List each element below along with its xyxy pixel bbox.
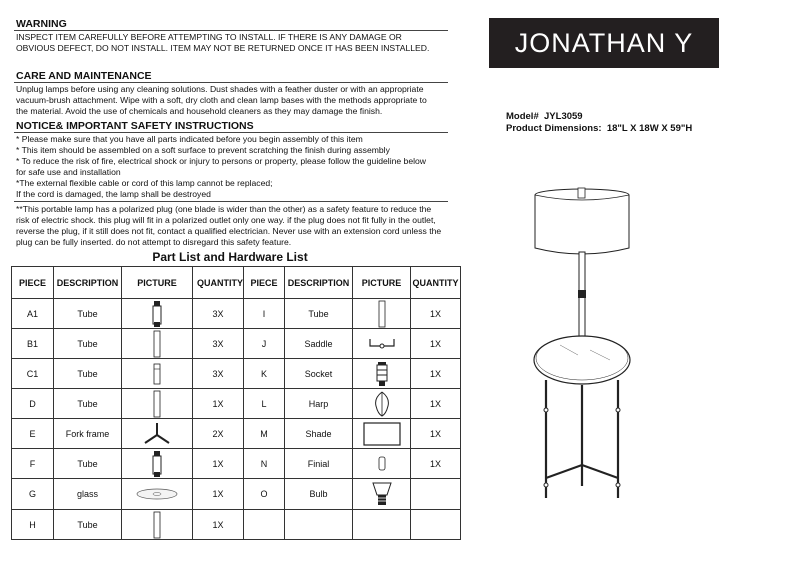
quantity-cell: 2X <box>193 419 244 449</box>
plug-text <box>16 204 452 248</box>
quantity-cell: 1X <box>193 389 244 419</box>
description-cell: Fork frame <box>54 419 122 449</box>
quantity-cell: 1X <box>411 419 461 449</box>
notice-title: NOTICE& IMPORTANT SAFETY INSTRUCTIONS <box>16 120 254 132</box>
parts-title: Part List and Hardware List <box>152 250 308 264</box>
picture-cell <box>353 389 411 419</box>
fork-frame-icon <box>122 421 192 447</box>
description-cell: Finial <box>285 449 353 479</box>
quantity-cell: 1X <box>411 359 461 389</box>
quantity-cell: 1X <box>411 449 461 479</box>
notice-line: * Please make sure that you have all parts indicated before you begin assembly of this item <box>16 134 363 144</box>
plug-line: reverse the plug, if it still does not fit, contact a qualified electrician. Never use with an extension cord unless the <box>16 226 442 236</box>
header-quantity: QUANTITY <box>193 267 244 299</box>
picture-cell <box>122 510 193 540</box>
warning-line: INSPECT ITEM CAREFULLY BEFORE ATTEMPTING TO INSTALL. IF THERE IS ANY DAMAGE OR <box>16 32 402 42</box>
care-text <box>16 84 452 117</box>
piece-cell: J <box>244 329 285 359</box>
warning-text <box>16 32 452 54</box>
shade-icon <box>353 421 410 447</box>
floor-lamp-illustration <box>520 180 650 530</box>
piece-cell: A1 <box>12 299 54 329</box>
table-row <box>12 389 461 419</box>
piece-cell: I <box>244 299 285 329</box>
table-header-row <box>12 267 461 299</box>
piece-cell: E <box>12 419 54 449</box>
description-cell: Shade <box>285 419 353 449</box>
quantity-cell: 3X <box>193 329 244 359</box>
piece-cell: G <box>12 479 54 510</box>
glass-disc-icon <box>122 487 192 501</box>
header-picture: PICTURE <box>353 267 411 299</box>
plug-line: risk of electric shock. this plug will fit in a polarized outlet only one way. if the plug does not fit fully in the outlet, <box>16 215 436 225</box>
piece-cell: O <box>244 479 285 510</box>
table-row <box>12 359 461 389</box>
care-title: CARE AND MAINTENANCE <box>16 70 152 82</box>
description-cell: Saddle <box>285 329 353 359</box>
description-cell: Bulb <box>285 479 353 510</box>
piece-cell: B1 <box>12 329 54 359</box>
tube-end-icon <box>122 450 192 478</box>
description-cell: Tube <box>54 510 122 540</box>
divider <box>14 201 448 202</box>
header-piece: PIECE <box>12 267 54 299</box>
parts-table <box>11 266 461 540</box>
brand-logo: JONATHAN Y <box>489 18 719 68</box>
plug-line: plug can be fully inserted. do not attempt to disregard this safety feature. <box>16 237 292 247</box>
divider <box>14 82 448 83</box>
header-piece: PIECE <box>244 267 285 299</box>
tube-icon <box>122 330 192 358</box>
picture-cell <box>122 389 193 419</box>
description-cell: Harp <box>285 389 353 419</box>
header-description: DESCRIPTION <box>285 267 353 299</box>
table-row <box>12 419 461 449</box>
quantity-cell: 1X <box>193 510 244 540</box>
finial-icon <box>353 456 410 472</box>
model-label: Model# <box>506 111 539 122</box>
piece-cell: N <box>244 449 285 479</box>
dims-value: 18"L X 18W X 59"H <box>606 123 693 134</box>
piece-cell: F <box>12 449 54 479</box>
picture-cell <box>353 479 411 510</box>
quantity-cell <box>411 510 461 540</box>
picture-cell <box>122 359 193 389</box>
notice-line: * To reduce the risk of fire, electrical shock or injury to persons or property, please follow the guideline below <box>16 156 427 166</box>
picture-cell <box>122 449 193 479</box>
table-row <box>12 510 461 540</box>
warning-title: WARNING <box>16 18 67 30</box>
care-line: Unplug lamps before using any cleaning solutions. Dust shades with a feather duster or with an appropriate <box>16 84 424 94</box>
notice-line: * This item should be assembled on a soft surface to prevent scratching the finish during assembly <box>16 145 390 155</box>
picture-cell <box>122 419 193 449</box>
saddle-icon <box>353 336 410 352</box>
table-row <box>12 449 461 479</box>
quantity-cell: 1X <box>193 479 244 510</box>
quantity-cell <box>411 479 461 510</box>
picture-cell <box>353 419 411 449</box>
piece-cell: L <box>244 389 285 419</box>
tube-icon <box>122 511 192 539</box>
description-cell: Tube <box>54 449 122 479</box>
header-description: DESCRIPTION <box>54 267 122 299</box>
piece-cell: M <box>244 419 285 449</box>
header-picture: PICTURE <box>122 267 193 299</box>
tube-icon <box>122 390 192 418</box>
quantity-cell: 1X <box>193 449 244 479</box>
piece-cell: K <box>244 359 285 389</box>
tube-icon <box>353 300 410 328</box>
picture-cell <box>122 299 193 329</box>
quantity-cell: 1X <box>411 299 461 329</box>
picture-cell <box>353 449 411 479</box>
picture-cell <box>353 359 411 389</box>
socket-icon <box>353 361 410 387</box>
warning-line: OBVIOUS DEFECT, DO NOT INSTALL. ITEM MAY NOT BE RETURNED ONCE IT HAS BEEN INSTALLED. <box>16 43 430 53</box>
care-line: vacuum-brush attachment. Wipe with a soft, dry cloth and clean lamp bases with the methods appropriate to <box>16 95 427 105</box>
notice-line: for safe use and installation <box>16 167 121 177</box>
picture-cell <box>122 479 193 510</box>
description-cell: Tube <box>54 389 122 419</box>
tube-end-icon <box>122 300 192 328</box>
model-value: JYL3059 <box>544 111 583 122</box>
model-number <box>506 111 583 122</box>
piece-cell <box>244 510 285 540</box>
quantity-cell: 1X <box>411 389 461 419</box>
plug-line: **This portable lamp has a polarized plug (one blade is wider than the other) as a safety feature to reduce the <box>16 204 432 214</box>
description-cell: Tube <box>285 299 353 329</box>
piece-cell: H <box>12 510 54 540</box>
picture-cell <box>353 510 411 540</box>
divider <box>14 30 448 31</box>
piece-cell: C1 <box>12 359 54 389</box>
short-tube-icon <box>122 363 192 385</box>
bulb-icon <box>353 479 410 509</box>
quantity-cell: 3X <box>193 299 244 329</box>
description-cell: Socket <box>285 359 353 389</box>
picture-cell <box>353 329 411 359</box>
description-cell <box>285 510 353 540</box>
dims-label: Product Dimensions: <box>506 123 602 134</box>
table-row <box>12 299 461 329</box>
notice-text <box>16 134 452 200</box>
notice-line: If the cord is damaged, the lamp shall be destroyed <box>16 189 211 199</box>
description-cell: Tube <box>54 359 122 389</box>
picture-cell <box>353 299 411 329</box>
quantity-cell: 3X <box>193 359 244 389</box>
description-cell: glass <box>54 479 122 510</box>
notice-line: *The external flexible cable or cord of this lamp cannot be replaced; <box>16 178 273 188</box>
table-row <box>12 479 461 510</box>
care-line: the material. Avoid the use of chemicals and household cleaners as they may damage the finish. <box>16 106 383 116</box>
table-row <box>12 329 461 359</box>
description-cell: Tube <box>54 329 122 359</box>
header-quantity: QUANTITY <box>411 267 461 299</box>
quantity-cell: 1X <box>411 329 461 359</box>
piece-cell: D <box>12 389 54 419</box>
product-dimensions <box>506 123 692 134</box>
picture-cell <box>122 329 193 359</box>
harp-icon <box>353 390 410 418</box>
divider <box>14 132 448 133</box>
description-cell: Tube <box>54 299 122 329</box>
